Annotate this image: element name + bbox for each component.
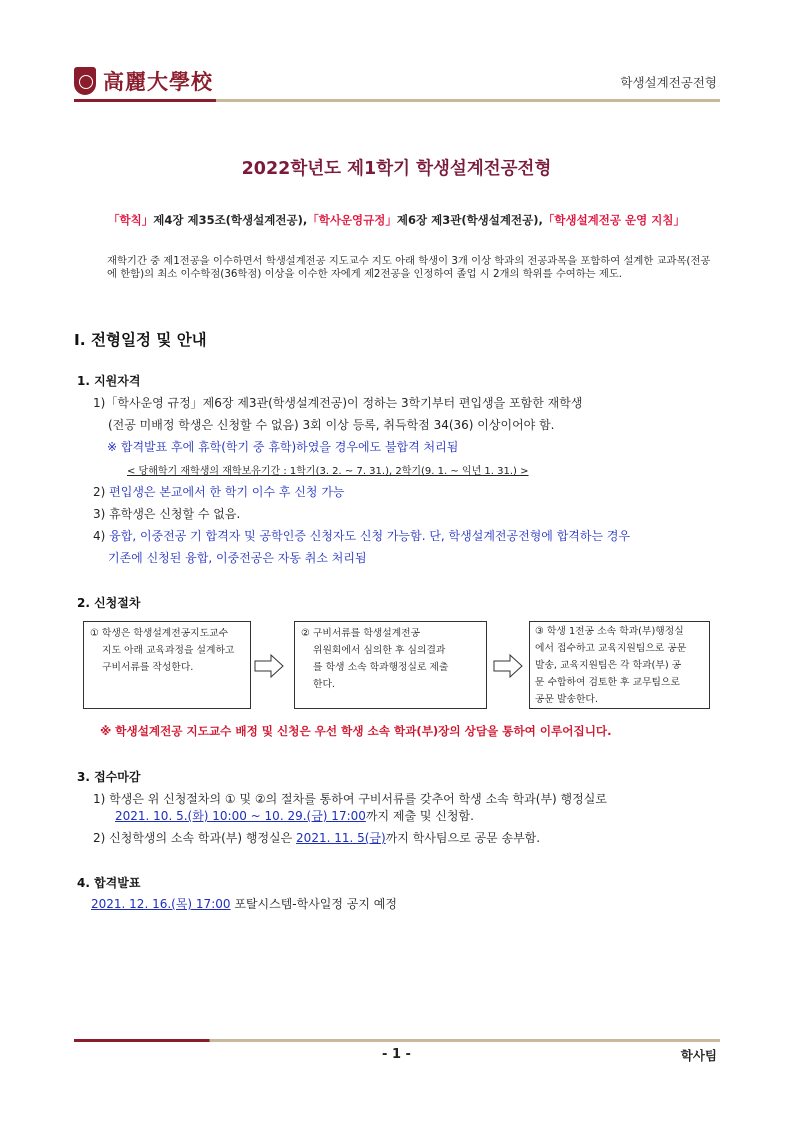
enrollment-period-note: < 당해학기 재학생의 재학보유기간 : 1학기(3. 2. ~ 7. 31.), 2학기(9. 1. ~ 익년 1. 31.) > — [127, 466, 529, 477]
eligibility-heading: 1. 지원자격 — [77, 374, 141, 388]
eligibility-item-2-number: 2) — [93, 485, 106, 499]
step-1-line: ① 학생은 학생설계전공지도교수 — [90, 628, 229, 639]
announcement-text — [91, 895, 397, 912]
eligibility-item-4-line-2: 기존에 신청된 융합, 이중전공은 자동 취소 처리됨 — [108, 551, 367, 565]
eligibility-item-3: 3) 휴학생은 신청할 수 없음. — [93, 507, 241, 521]
arrow-right-icon — [493, 654, 523, 678]
document-title: 2022학년도 제1학기 학생설계전공전형 — [241, 159, 552, 179]
regulation-references — [0, 212, 793, 228]
announcement-heading: 4. 합격발표 — [77, 876, 141, 890]
department-deadline-date: 2021. 11. 5(금) — [296, 831, 386, 845]
procedure-heading: 2. 신청절차 — [77, 596, 141, 610]
section-heading: Ⅰ. 전형일정 및 안내 — [74, 331, 207, 349]
page-number: - 1 - — [382, 1047, 411, 1062]
header-label: 학생설계전공전형 — [620, 75, 717, 90]
step-3-line: ③ 학생 1전공 소속 학과(부)행정실 — [535, 626, 684, 637]
step-3-line: 에서 접수하고 교육지원팀으로 공문 — [535, 643, 687, 654]
deadline-item-1-line-1: 1) 학생은 위 신청절차의 ① 및 ②의 절차를 통하여 구비서류를 갖추어 학생 소속 학과(부) 행정실로 — [93, 792, 607, 806]
step-1-line: 지도 아래 교육과정을 설계하고 — [102, 645, 235, 656]
ref-academic-regulation-detail: 제6장 제3관(학생설계전공), — [396, 213, 543, 227]
deadline-item-1-line-2 — [115, 807, 474, 824]
announcement-tail: 포탈시스템-학사일정 공지 예정 — [230, 897, 397, 911]
ref-academic-rules: 「학칙」 — [108, 213, 154, 227]
procedure-step-2-box — [294, 621, 487, 709]
eligibility-item-4-line-1: 융합, 이중전공 기 합격자 및 공학인증 신청자도 신청 가능함. 단, 학생설계전공전형에 합격하는 경우 — [109, 529, 631, 543]
step-2-line: 를 학생 소속 학과행정실로 제출 — [313, 662, 449, 673]
procedure-step-3-box — [529, 621, 710, 709]
eligibility-item-2 — [93, 483, 345, 500]
announcement-date: 2021. 12. 16.(목) 17:00 — [91, 897, 231, 911]
submission-period-date: 2021. 10. 5.(화) 10:00 ~ 10. 29.(금) 17:00 — [115, 809, 366, 823]
deadline-item-2-text: 2) 신청학생의 소속 학과(부) 행정실은 — [93, 831, 297, 845]
ref-academic-regulation: 「학사운영규정」 — [307, 213, 397, 227]
eligibility-item-1-line-1: 1)「학사운영 규정」제6장 제3관(학생설계전공)이 정하는 3학기부터 편입생을 포함한 재학생 — [93, 396, 583, 410]
eligibility-item-2-text: 편입생은 본교에서 한 학기 이수 후 신청 가능 — [109, 485, 345, 499]
step-2-line: 한다. — [313, 679, 336, 690]
ref-academic-rules-detail: 제4장 제35조(학생설계전공), — [153, 213, 308, 227]
submission-period-tail: 까지 제출 및 신청함. — [365, 809, 474, 823]
step-3-line: 발송, 교육지원팀은 각 학과(부) 공 — [535, 660, 682, 671]
advisor-consultation-note: ※ 학생설계전공 지도교수 배정 및 신청은 우선 학생 소속 학과(부)장의 상담을 통하여 이루어집니다. — [100, 724, 612, 738]
deadline-item-2 — [93, 829, 540, 846]
step-1-line: 구비서류를 작성한다. — [102, 662, 194, 673]
deadline-item-2-tail: 까지 학사팀으로 공문 송부함. — [385, 831, 541, 845]
step-2-line: ② 구비서류를 학생설계전공 — [301, 628, 421, 639]
university-seal-icon — [74, 67, 96, 95]
procedure-step-1-box — [83, 621, 251, 709]
ref-operation-guideline: 「학생설계전공 운영 지침」 — [542, 213, 685, 227]
step-3-line: 문 수합하여 검토한 후 교무팀으로 — [535, 677, 680, 688]
step-2-line: 위원회에서 심의한 후 심의결과 — [313, 645, 446, 656]
eligibility-item-4 — [93, 527, 630, 544]
intro-paragraph: 재학기간 중 제1전공을 이수하면서 학생설계전공 지도교수 지도 아래 학생이 3개 이상 학과의 전공과목을 포함하여 설계한 교과목(전공에 한함)의 최소 이수학점(36학점) 이상을 이수한 자에게 제2전공을 인정하여 졸업 시 2개의 학위를 수여하는 제도. — [107, 255, 711, 280]
eligibility-item-4-number: 4) — [93, 529, 106, 543]
university-logo-text: 高麗大學校 — [103, 69, 213, 94]
arrow-right-icon — [254, 654, 284, 678]
leave-of-absence-note: ※ 합격발표 후에 휴학(학기 중 휴학)하였을 경우에도 불합격 처리됨 — [107, 440, 459, 454]
header-divider — [74, 99, 720, 102]
footer-department: 학사팀 — [680, 1048, 717, 1063]
deadline-heading: 3. 접수마감 — [77, 770, 141, 784]
footer-divider — [74, 1039, 720, 1042]
eligibility-item-1-line-2: (전공 미배정 학생은 신청할 수 없음) 3회 이상 등록, 취득학점 34(36) 이상이어야 함. — [108, 418, 555, 432]
step-3-line: 공문 발송한다. — [535, 694, 599, 705]
